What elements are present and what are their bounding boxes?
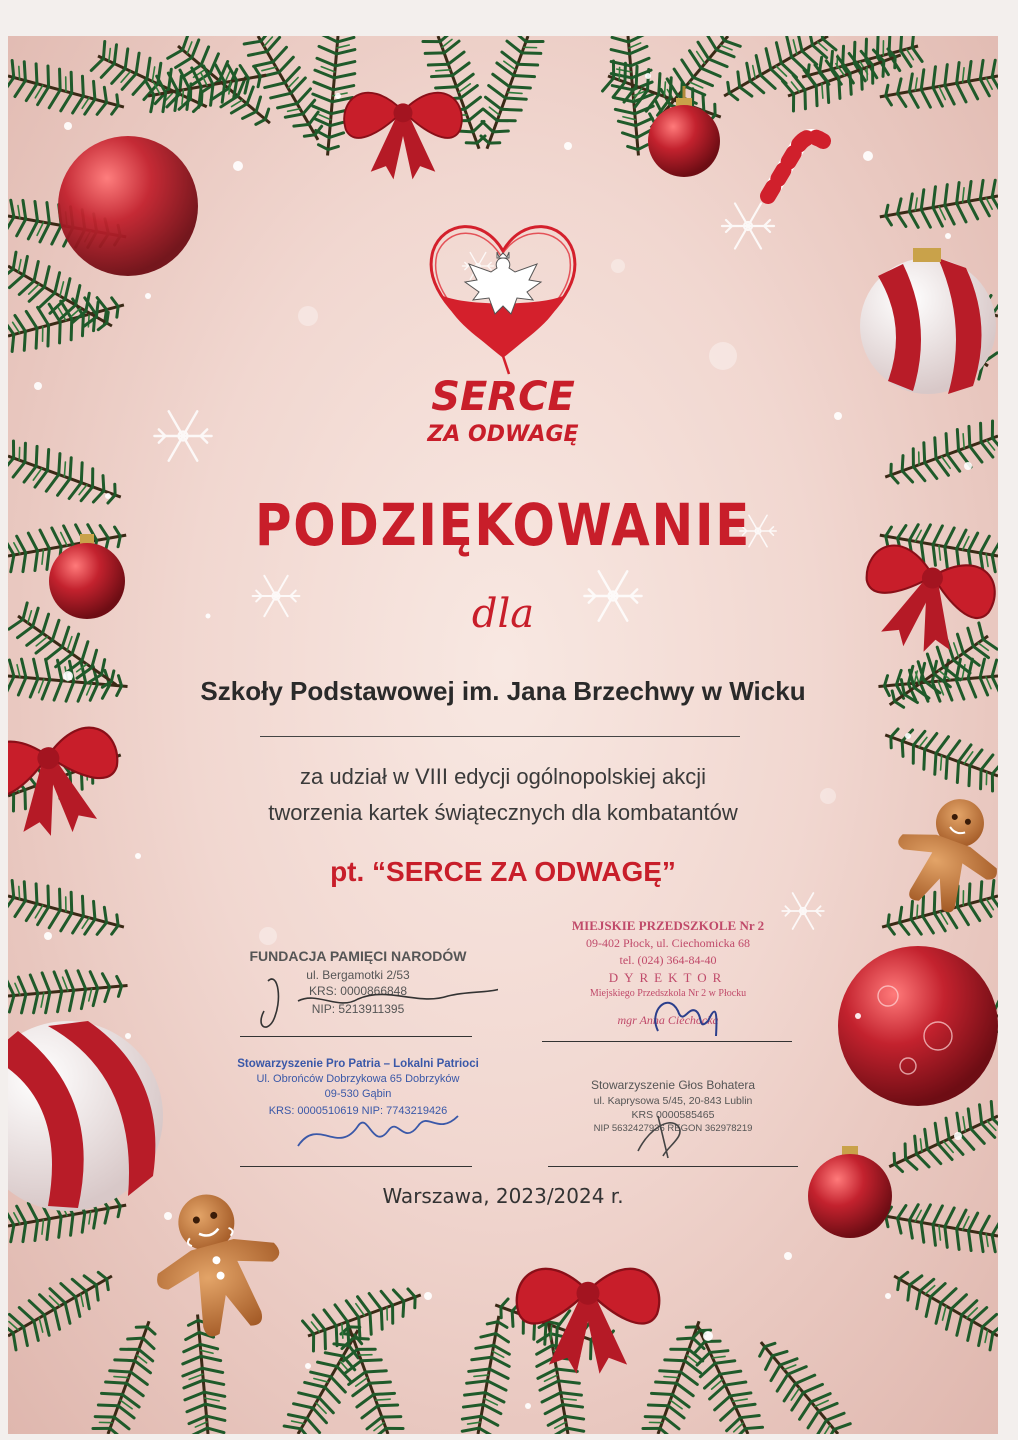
stamp-fpn-nip: NIP: 5213911395 (311, 1002, 405, 1016)
certificate (8, 36, 998, 1434)
signature-fpn (238, 961, 498, 1041)
stamp-gb-ids: NIP 5632427936 REGON 362978219 (593, 1123, 753, 1134)
stamp-mp2-name: MIEJSKIE PRZEDSZKOLE Nr 2 (571, 918, 765, 933)
stamp-fpn-krs: KRS: 0000866848 (308, 984, 408, 998)
stamp-fpn-address: ul. Bergamotki 2/53 (306, 968, 410, 982)
place-and-date: Warszawa, 2023/2024 r. (382, 1184, 624, 1208)
stamp-pp-address: Ul. Obrońców Dobrzykowa 65 Dobrzyków (256, 1073, 460, 1085)
certificate-title: PODZIĘKOWANIE (254, 491, 752, 559)
stamp-mp2-address: 09-402 Płock, ul. Ciechomicka 68 (586, 936, 750, 950)
bauble-top-right (648, 86, 720, 177)
stamp-fpn-name: FUNDACJA PAMIĘCI NARODÓW (249, 948, 467, 964)
recipient-name: Szkoły Podstawowej im. Jana Brzechwy w Wicku (200, 676, 806, 706)
signature-line-fpn (240, 1036, 472, 1037)
stamp-gb-name: Stowarzyszenie Głos Bohatera (590, 1078, 756, 1092)
logo-text-za-odwage: ZA ODWAGĘ (427, 422, 579, 447)
stamp-mp2-person: mgr Anna Ciechocka (617, 1013, 719, 1027)
stamp-mp2-role: DYREKTOR (608, 970, 728, 985)
recipient-underline (260, 736, 740, 737)
stamp-pp-name: Stowarzyszenie Pro Patria – Lokalni Patrioci (237, 1058, 479, 1070)
signature-line-glos-bohatera (548, 1166, 798, 1167)
campaign-name: pt. “SERCE ZA ODWAGĘ” (330, 856, 676, 887)
signature-line-pro-patria (240, 1166, 472, 1167)
stamp-mp2-unit: Miejskiego Przedszkola Nr 2 w Płocku (589, 988, 747, 999)
signature-line-mp2 (542, 1041, 792, 1042)
signature-pro-patria (278, 1096, 478, 1166)
signature-glos-bohatera (608, 1096, 728, 1166)
stamp-gb-address: ul. Kaprysowa 5/45, 20-843 Lublin (593, 1095, 753, 1107)
stamp-mp2-phone: tel. (024) 364-84-40 (619, 953, 717, 967)
description-line-1: za udział w VIII edycji ogólnopolskiej akcji (300, 764, 706, 789)
description-line-2: tworzenia kartek świątecznych dla kombatantów (268, 800, 738, 825)
for-label: dla (471, 591, 535, 637)
stamp-pp-ids: KRS: 0000510619 NIP: 7743219426 (268, 1105, 448, 1117)
stamp-gb-krs: KRS 0000585465 (631, 1109, 715, 1121)
stamp-pp-city: 09-530 Gąbin (324, 1088, 392, 1100)
logo-text-serce: SERCE (431, 374, 575, 420)
